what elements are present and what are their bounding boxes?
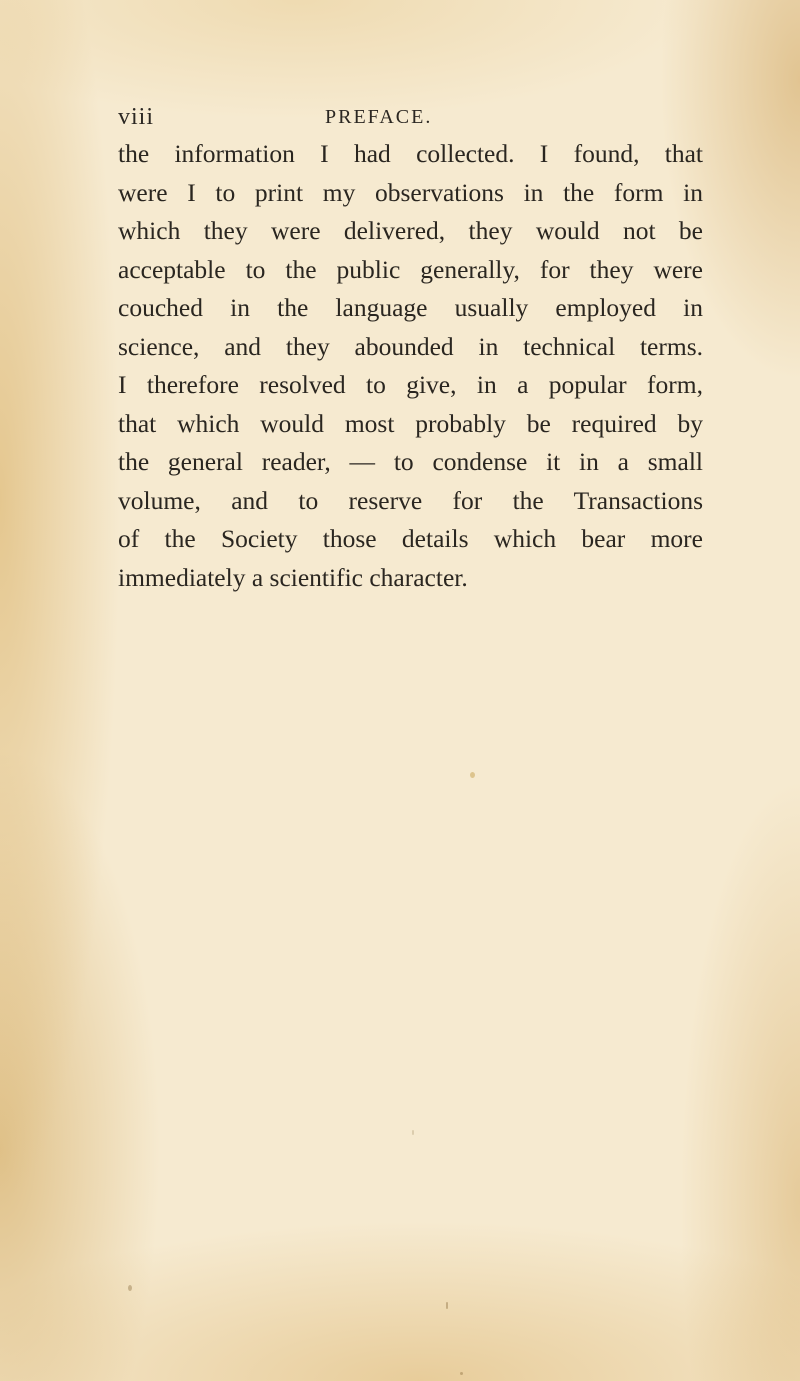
text-line: acceptable to the public generally, for they were xyxy=(118,254,703,284)
text-line: that which would most probably be required by xyxy=(118,408,703,438)
body-paragraph xyxy=(118,135,703,597)
text-line: science, and they abounded in technical terms. xyxy=(118,331,703,361)
paper-speck xyxy=(128,1285,132,1291)
running-head: PREFACE. xyxy=(325,106,433,128)
text-line: were I to print my observations in the form in xyxy=(118,177,703,207)
paper-speck xyxy=(412,1130,414,1135)
text-line: which they were delivered, they would not be xyxy=(118,216,703,245)
text-line: I therefore resolved to give, in a popular form, xyxy=(118,370,703,399)
page-number: viii xyxy=(118,104,155,130)
paper-speck xyxy=(460,1372,463,1375)
paper-speck xyxy=(446,1302,448,1309)
text-line: immediately a scientific character. xyxy=(118,562,468,592)
text-line: volume, and to reserve for the Transactions xyxy=(118,485,703,515)
text-line: the information I had collected. I found, that xyxy=(118,139,703,168)
paper-speck xyxy=(470,772,475,778)
text-line: of the Society those details which bear more xyxy=(118,524,703,553)
text-line: the general reader, — to condense it in a small xyxy=(118,447,703,476)
text-line: couched in the language usually employed in xyxy=(118,293,703,322)
